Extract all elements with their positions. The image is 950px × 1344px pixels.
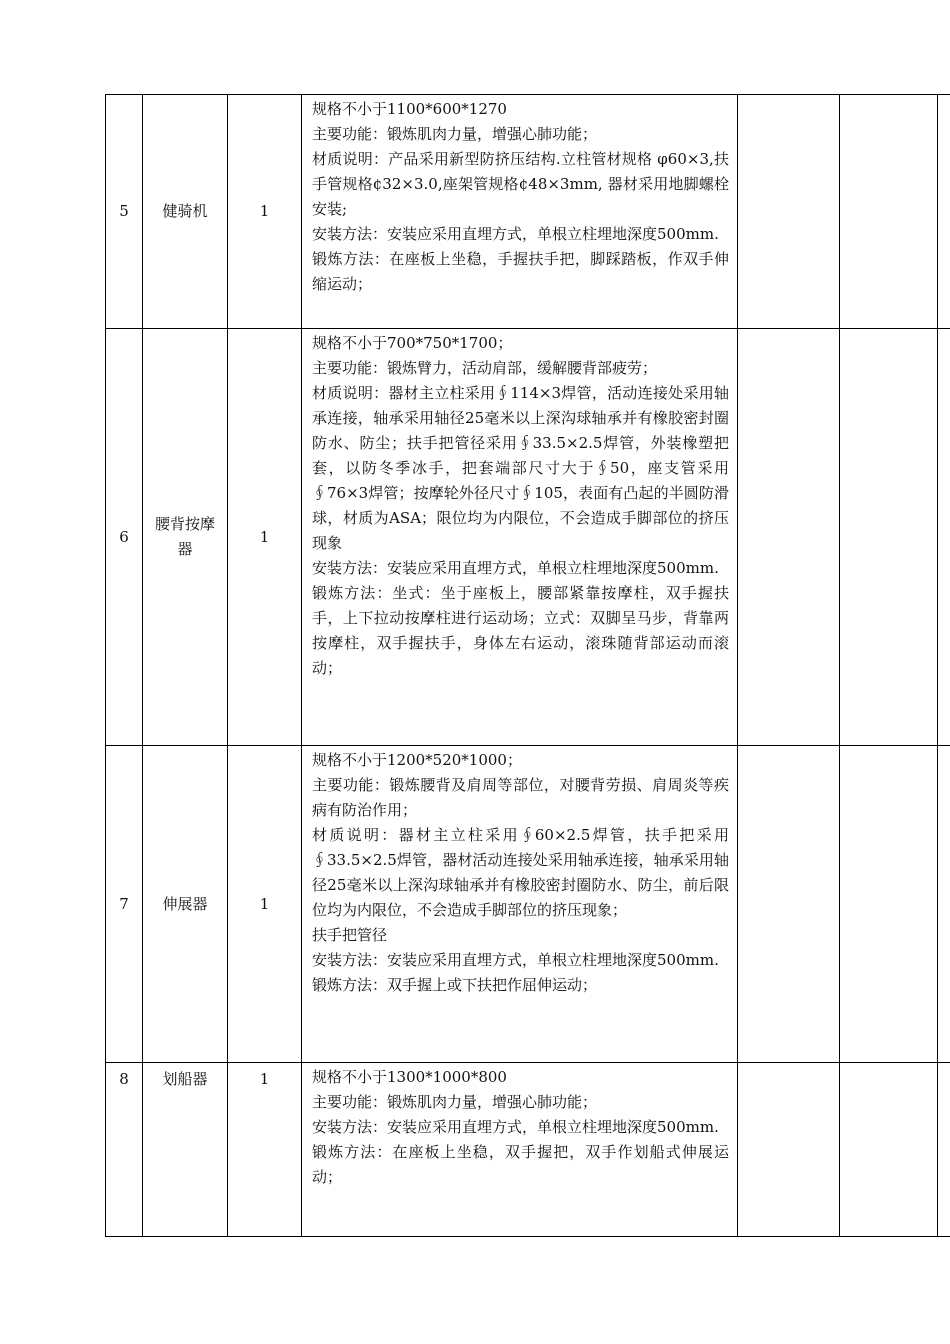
description-line: 扶手把管径 <box>312 926 388 944</box>
description-line: 锻炼方法：在座板上坐稳，手握扶手把，脚踩踏板，作双手伸缩运动； <box>312 250 729 293</box>
description-line: 规格不小于1200*520*1000； <box>312 751 522 769</box>
item-number: 7 <box>106 746 143 1063</box>
item-name: 腰背按摩器 <box>143 329 228 746</box>
empty-cell <box>738 329 840 746</box>
empty-cell <box>840 1063 938 1237</box>
description-line: 材质说明：器材主立柱采用∮114×3焊管，活动连接处采用轴承连接，轴承采用轴径25毫米以上深沟球轴承并有橡胶密封圈防水、防尘；扶手把管径采用∮33.5×2.5焊管，外装橡塑把套，以防冬季冰手，把套端部尺寸大于∮50，座支管采用∮76×3焊管；按摩轮外径尺寸∮105，表面有凸起的半圆防滑球，材质为ASA；限位均为内限位，不会造成手脚部位的挤压现象 <box>312 384 729 552</box>
equipment-spec-table <box>105 94 950 1237</box>
empty-cell <box>738 746 840 1063</box>
table-row <box>106 95 950 329</box>
item-number: 8 <box>106 1063 143 1237</box>
description-line: 规格不小于700*750*1700； <box>312 334 513 352</box>
description-line: 锻炼方法：双手握上或下扶把作屈伸运动； <box>312 976 598 994</box>
description-line: 安装方法：安装应采用直埋方式，单根立柱埋地深度500mm. <box>312 559 719 577</box>
description-line: 安装方法：安装应采用直埋方式，单根立柱埋地深度500mm. <box>312 1118 719 1136</box>
empty-cell <box>840 746 938 1063</box>
description-line: 锻炼方法：在座板上坐稳，双手握把，双手作划船式伸展运动； <box>312 1143 729 1186</box>
empty-cell <box>938 746 950 1063</box>
empty-cell <box>938 329 950 746</box>
empty-cell <box>938 95 950 329</box>
item-name: 伸展器 <box>143 746 228 1063</box>
item-description <box>302 746 738 1063</box>
description-line: 材质说明：器材主立柱采用∮60×2.5焊管，扶手把采用∮33.5×2.5焊管，器材活动连接处采用轴承连接，轴承采用轴径25毫米以上深沟球轴承并有橡胶密封圈防水、防尘，前后限位均为内限位，不会造成手脚部位的挤压现象； <box>312 826 729 919</box>
empty-cell <box>738 1063 840 1237</box>
item-quantity: 1 <box>228 746 302 1063</box>
description-line: 主要功能：锻炼腰背及肩周等部位，对腰背劳损、肩周炎等疾病有防治作用； <box>312 776 729 819</box>
item-quantity: 1 <box>228 329 302 746</box>
empty-cell <box>738 95 840 329</box>
table-row <box>106 329 950 746</box>
item-description <box>302 95 738 329</box>
empty-cell <box>938 1063 950 1237</box>
item-name: 健骑机 <box>143 95 228 329</box>
item-number: 5 <box>106 95 143 329</box>
item-name: 划船器 <box>143 1063 228 1237</box>
description-line: 规格不小于1100*600*1270 <box>312 100 507 118</box>
description-line: 材质说明：产品采用新型防挤压结构.立柱管材规格 φ60×3,扶手管规格¢32×3.0,座架管规格¢48×3mm, 器材采用地脚螺栓安装; <box>312 150 729 218</box>
description-line: 安装方法：安装应采用直埋方式，单根立柱埋地深度500mm. <box>312 225 719 243</box>
empty-cell <box>840 95 938 329</box>
empty-cell <box>840 329 938 746</box>
item-quantity: 1 <box>228 95 302 329</box>
item-description <box>302 329 738 746</box>
description-line: 规格不小于1300*1000*800 <box>312 1068 507 1086</box>
item-number: 6 <box>106 329 143 746</box>
description-line: 主要功能：锻炼臂力，活动肩部，缓解腰背部疲劳； <box>312 359 658 377</box>
description-line: 安装方法：安装应采用直埋方式，单根立柱埋地深度500mm. <box>312 951 719 969</box>
description-line: 锻炼方法：坐式：坐于座板上，腰部紧靠按摩柱，双手握扶手，上下拉动按摩柱进行运动场；立式：双脚呈马步，背靠两按摩柱，双手握扶手，身体左右运动，滚珠随背部运动而滚动； <box>312 584 729 677</box>
item-description <box>302 1063 738 1237</box>
item-quantity: 1 <box>228 1063 302 1237</box>
table-row <box>106 746 950 1063</box>
description-line: 主要功能：锻炼肌肉力量，增强心肺功能； <box>312 125 598 143</box>
description-line: 主要功能：锻炼肌肉力量，增强心肺功能； <box>312 1093 598 1111</box>
table-row <box>106 1063 950 1237</box>
